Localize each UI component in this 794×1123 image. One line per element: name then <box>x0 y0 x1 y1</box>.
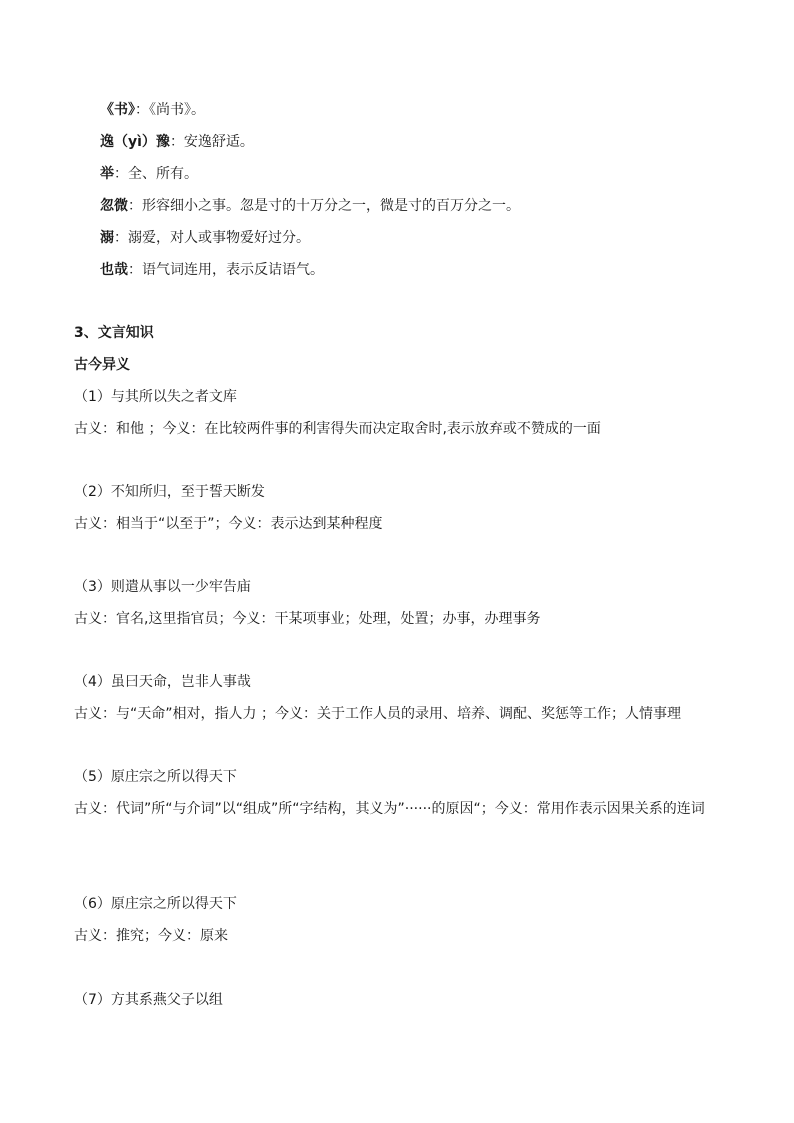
example-sentence: （6）原庄宗之所以得天下 <box>74 896 237 912</box>
meaning-line: 古义：代词”所“与介词”以“组成”所“字结构，其义为”······的原因“；今义：常用作表示因果关系的连词 <box>74 801 705 817</box>
glossary-definition: ：溺爱，对人或事物爱好过分。 <box>114 230 310 246</box>
section-title: 3、文言知识 <box>74 325 154 341</box>
glossary-definition: ：形容细小之事。忽是寸的十万分之一，微是寸的百万分之一。 <box>128 198 520 214</box>
example-sentence: （3）则遣从事以一少牢告庙 <box>74 579 251 595</box>
example-sentence: （7）方其系燕父子以组 <box>74 992 223 1008</box>
glossary-term: 忽微 <box>100 198 128 214</box>
meaning-line: 古义：和他 ；今义：在比较两件事的利害得失而决定取舍时,表示放弃或不赞成的一面 <box>74 421 601 437</box>
glossary-definition: ：全、所有。 <box>114 166 198 182</box>
glossary-item <box>100 196 520 216</box>
glossary-term: 也哉 <box>100 262 128 278</box>
example-sentence: （5）原庄宗之所以得天下 <box>74 769 237 785</box>
glossary-term: 逸（yì）豫 <box>100 134 170 150</box>
glossary-definition: ：《尚书》。 <box>135 102 205 118</box>
glossary-item <box>100 260 324 280</box>
meaning-line: 古义：相当于“以至于”；今义：表示达到某种程度 <box>74 516 383 532</box>
meaning-line: 古义：官名,这里指官员；今义：干某项事业；处理，处置；办事，办理事务 <box>74 611 541 627</box>
meaning-line: 古义：推究；今义：原来 <box>74 928 228 944</box>
glossary-definition: ：安逸舒适。 <box>169 134 254 150</box>
glossary-item <box>100 228 310 248</box>
glossary-term: 《书》 <box>100 102 135 118</box>
section-subtitle: 古今异义 <box>74 357 130 373</box>
glossary-item <box>100 132 254 152</box>
example-sentence: （1）与其所以失之者文库 <box>74 389 237 405</box>
glossary-item <box>100 164 198 184</box>
glossary-item <box>100 100 205 120</box>
glossary-term: 举 <box>100 166 114 182</box>
glossary-definition: ：语气词连用，表示反诘语气。 <box>128 262 324 278</box>
meaning-line: 古义：与“天命”相对，指人力 ；今义：关于工作人员的录用、培养、调配、奖惩等工作；人情事理 <box>74 706 681 722</box>
example-sentence: （2）不知所归，至于誓天断发 <box>74 484 265 500</box>
glossary-term: 溺 <box>100 230 114 246</box>
example-sentence: （4）虽曰天命，岂非人事哉 <box>74 674 251 690</box>
